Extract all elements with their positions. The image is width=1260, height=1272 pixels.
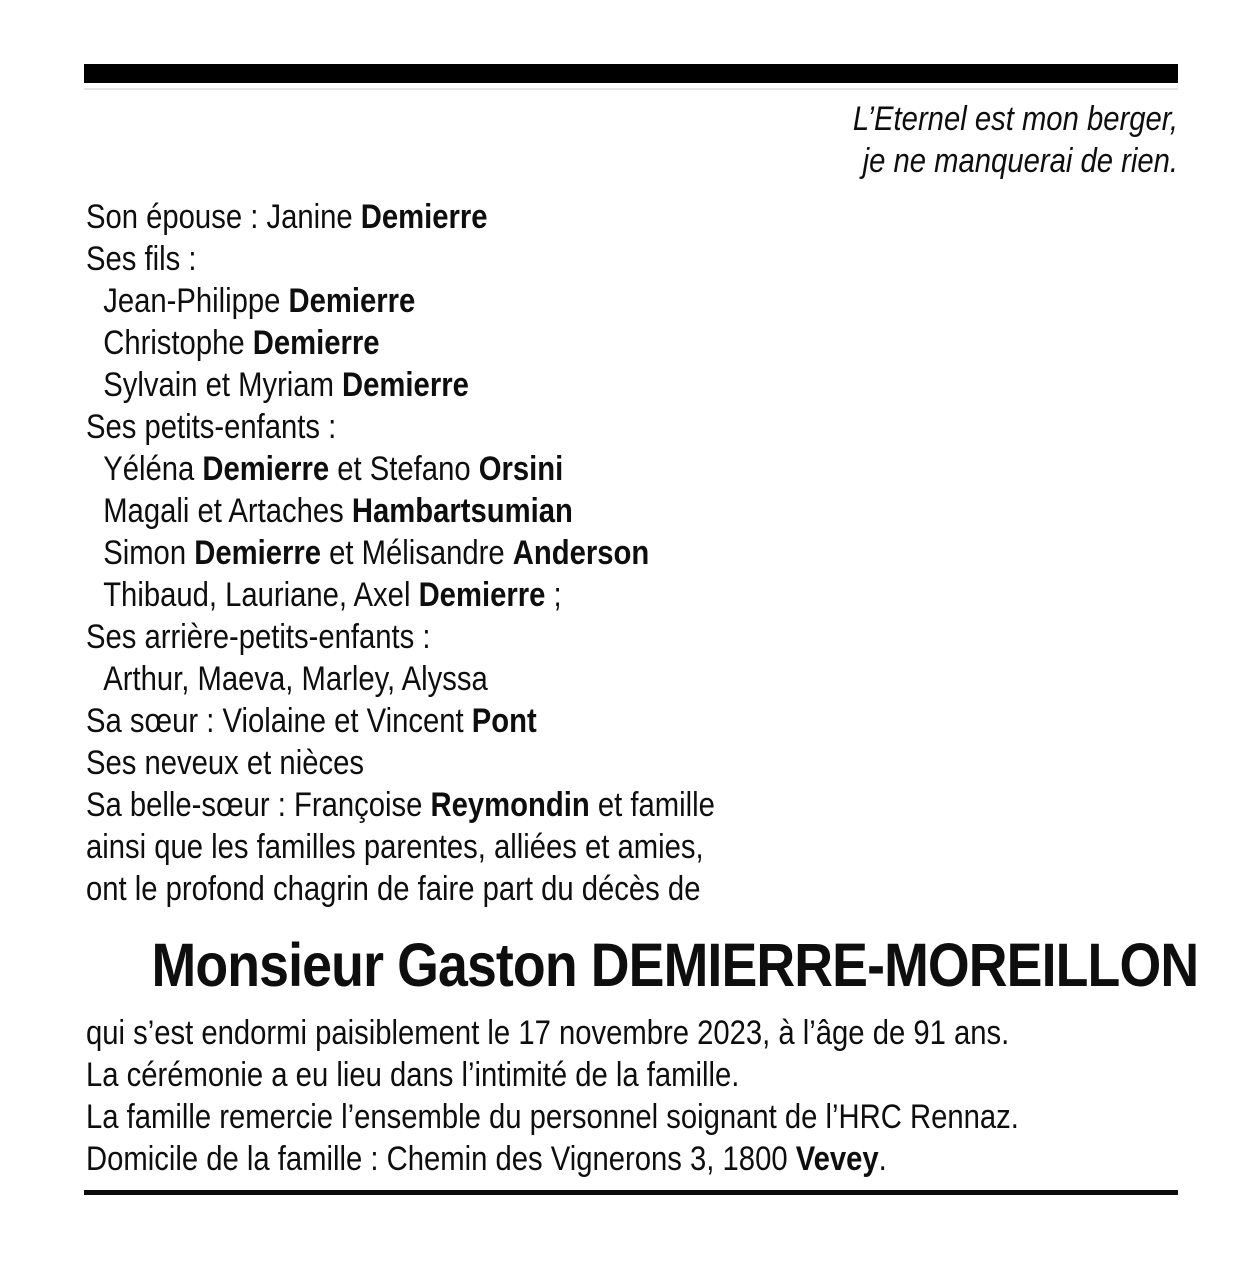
family-list [86, 196, 1178, 910]
text-segment: Simon [103, 534, 195, 572]
details-line [86, 1138, 1025, 1180]
text-segment: Ses neveux et nièces [86, 744, 364, 782]
text-segment: Sa belle-sœur : Françoise [86, 786, 431, 824]
family-line [86, 742, 1025, 784]
details-block [86, 1012, 1178, 1180]
family-line [86, 280, 1025, 322]
text-segment: et Mélisandre [320, 534, 513, 572]
text-segment: Thibaud, Lauriane, Axel [103, 576, 419, 614]
family-line [86, 406, 1025, 448]
family-line [86, 532, 1025, 574]
family-line [86, 868, 1025, 910]
surname-bold-segment: Hambartsumian [351, 492, 573, 530]
surname-bold-segment: Pont [471, 702, 537, 740]
text-segment: ainsi que les familles parentes, alliées et amies, [86, 828, 704, 866]
top-divider-bar [84, 64, 1178, 83]
text-segment: Son épouse : Janine [86, 198, 361, 236]
text-segment: Ses arrière-petits-enfants : [86, 618, 431, 656]
family-line [86, 700, 1025, 742]
family-line [86, 826, 1025, 868]
text-segment: ; [545, 576, 562, 614]
family-line [86, 490, 1025, 532]
family-line [86, 784, 1025, 826]
family-line [86, 196, 1025, 238]
details-line [86, 1096, 1025, 1138]
text-segment: Jean-Philippe [103, 282, 289, 320]
text-segment: Ses petits-enfants : [86, 408, 337, 446]
epigraph-line-2: je ne manquerai de rien. [862, 142, 1178, 180]
top-bar-shadow-line [84, 88, 1178, 90]
bottom-divider-line [84, 1190, 1178, 1195]
details-line [86, 1054, 1025, 1096]
epigraph-line-1: L’Eternel est mon berger, [852, 100, 1178, 138]
text-segment: Arthur, Maeva, Marley, Alyssa [103, 660, 488, 698]
surname-bold-segment: Orsini [478, 450, 564, 488]
details-line [86, 1012, 1025, 1054]
text-segment: et Stefano [329, 450, 479, 488]
surname-bold-segment: Demierre [288, 282, 416, 320]
surname-bold-segment: Reymondin [430, 786, 590, 824]
surname-bold-segment: Vevey [795, 1140, 879, 1178]
deceased-name-title: Monsieur Gaston DEMIERRE-MOREILLON [151, 931, 1199, 999]
surname-bold-segment: Demierre [252, 324, 380, 362]
text-segment: Ses fils : [86, 240, 197, 278]
family-line [86, 364, 1025, 406]
text-segment: Yéléna [103, 450, 203, 488]
surname-bold-segment: Demierre [418, 576, 546, 614]
family-line [86, 238, 1025, 280]
surname-bold-segment: Demierre [360, 198, 488, 236]
text-segment: qui s’est endormi paisiblement le 17 novembre 2023, à l’âge de 91 ans. [86, 1014, 1010, 1052]
text-segment: et famille [589, 786, 715, 824]
text-segment: ont le profond chagrin de faire part du décès de [86, 870, 701, 908]
surname-bold-segment: Demierre [202, 450, 330, 488]
text-segment: Magali et Artaches [103, 492, 352, 530]
text-segment: La famille remercie l’ensemble du personnel soignant de l’HRC Rennaz. [86, 1098, 1019, 1136]
text-segment: Sa sœur : Violaine et Vincent [86, 702, 472, 740]
family-line [86, 616, 1025, 658]
text-segment: La cérémonie a eu lieu dans l’intimité de la famille. [86, 1056, 740, 1094]
text-segment: Christophe [103, 324, 253, 362]
text-segment: Domicile de la famille : Chemin des Vignerons 3, 1800 [86, 1140, 796, 1178]
surname-bold-segment: Demierre [342, 366, 469, 404]
epigraph [86, 98, 1178, 182]
text-segment: Sylvain et Myriam [103, 366, 343, 404]
surname-bold-segment: Demierre [194, 534, 321, 572]
family-line [86, 322, 1025, 364]
surname-bold-segment: Anderson [512, 534, 650, 572]
family-line [86, 658, 1025, 700]
text-segment: . [878, 1140, 887, 1178]
family-line [86, 574, 1025, 616]
notice-content [86, 98, 1199, 1180]
family-line [86, 448, 1025, 490]
